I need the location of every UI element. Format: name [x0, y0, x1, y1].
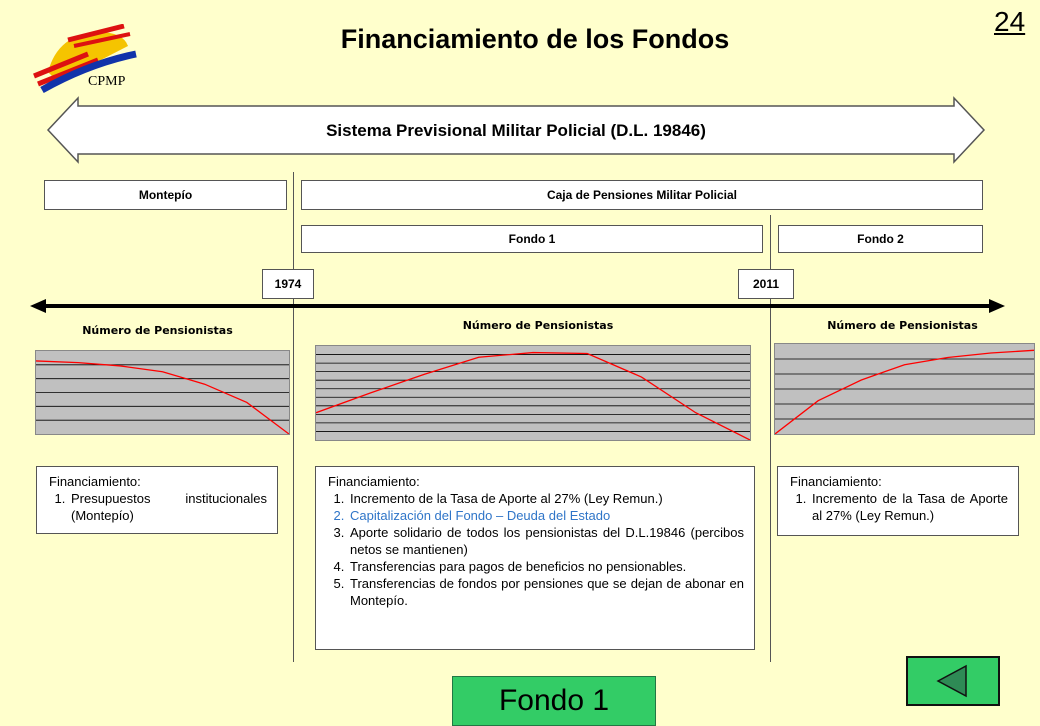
left-financing-list — [49, 490, 267, 524]
montepio-box — [44, 180, 287, 210]
year-2011-box — [738, 269, 794, 299]
system-banner-label: Sistema Previsional Militar Policial (D.L. 19846) — [326, 121, 706, 140]
triangle-left-icon — [908, 658, 998, 704]
right-financing-list — [790, 490, 1008, 524]
financing-item: 1. Presupuestos institucionales (Montepío) — [69, 490, 267, 524]
mid-financing-box — [315, 466, 755, 650]
right-financing-heading: Financiamiento: — [790, 474, 882, 489]
year-end-label: 2011 — [752, 277, 780, 291]
pensioners-curve — [316, 353, 750, 440]
right-chart-title: Número de Pensionistas — [827, 319, 978, 332]
page-title: Financiamiento de los Fondos — [340, 24, 730, 54]
timeline-arrow — [30, 296, 1005, 316]
divider-1974 — [293, 172, 294, 662]
mid-financing-heading: Financiamiento: — [328, 474, 420, 489]
left-financing-heading: Financiamiento: — [49, 474, 141, 489]
left-chart-title: Número de Pensionistas — [82, 324, 233, 337]
fondo2-box — [778, 225, 983, 253]
financing-item: 2. Capitalización del Fondo – Deuda del Estado — [348, 507, 744, 524]
left-financing-box — [36, 466, 278, 534]
financing-item: 4. Transferencias para pagos de beneficios no pensionables. — [348, 558, 744, 575]
caja-box — [301, 180, 983, 210]
caja-label: Caja de Pensiones Militar Policial — [546, 188, 738, 202]
pensioners-curve — [36, 361, 289, 434]
financing-item: 1. Incremento de la Tasa de Aporte al 27% (Ley Remun.) — [348, 490, 744, 507]
fondo1-label: Fondo 1 — [508, 232, 556, 246]
right-pensioners-chart — [774, 343, 1035, 435]
mid-financing-list — [328, 490, 744, 609]
financing-item: 5. Transferencias de fondos por pensiones que se dejan de abonar en Montepío. — [348, 575, 744, 609]
right-financing-box — [777, 466, 1019, 536]
fondo1-box — [301, 225, 763, 253]
back-button[interactable] — [906, 656, 1000, 706]
year-1974-box — [262, 269, 314, 299]
fondo1-nav-label: Fondo 1 — [498, 684, 610, 717]
pensioners-curve — [775, 350, 1034, 434]
fondo2-label: Fondo 2 — [857, 232, 904, 246]
montepio-label: Montepío — [138, 188, 193, 202]
left-pensioners-chart — [35, 350, 290, 435]
financing-item: 3. Aporte solidario de todos los pensionistas del D.L.19846 (percibos netos se mantienen) — [348, 524, 744, 558]
slide-number[interactable]: 24 — [994, 6, 1026, 37]
year-start-label: 1974 — [274, 277, 302, 291]
mid-chart-title: Número de Pensionistas — [462, 319, 614, 332]
mid-pensioners-chart — [315, 345, 751, 441]
fondo1-nav-button[interactable] — [452, 676, 656, 726]
financing-item: 1. Incremento de la Tasa de Aporte al 27% (Ley Remun.) — [810, 490, 1008, 524]
logo-text: CPMP — [88, 74, 126, 89]
